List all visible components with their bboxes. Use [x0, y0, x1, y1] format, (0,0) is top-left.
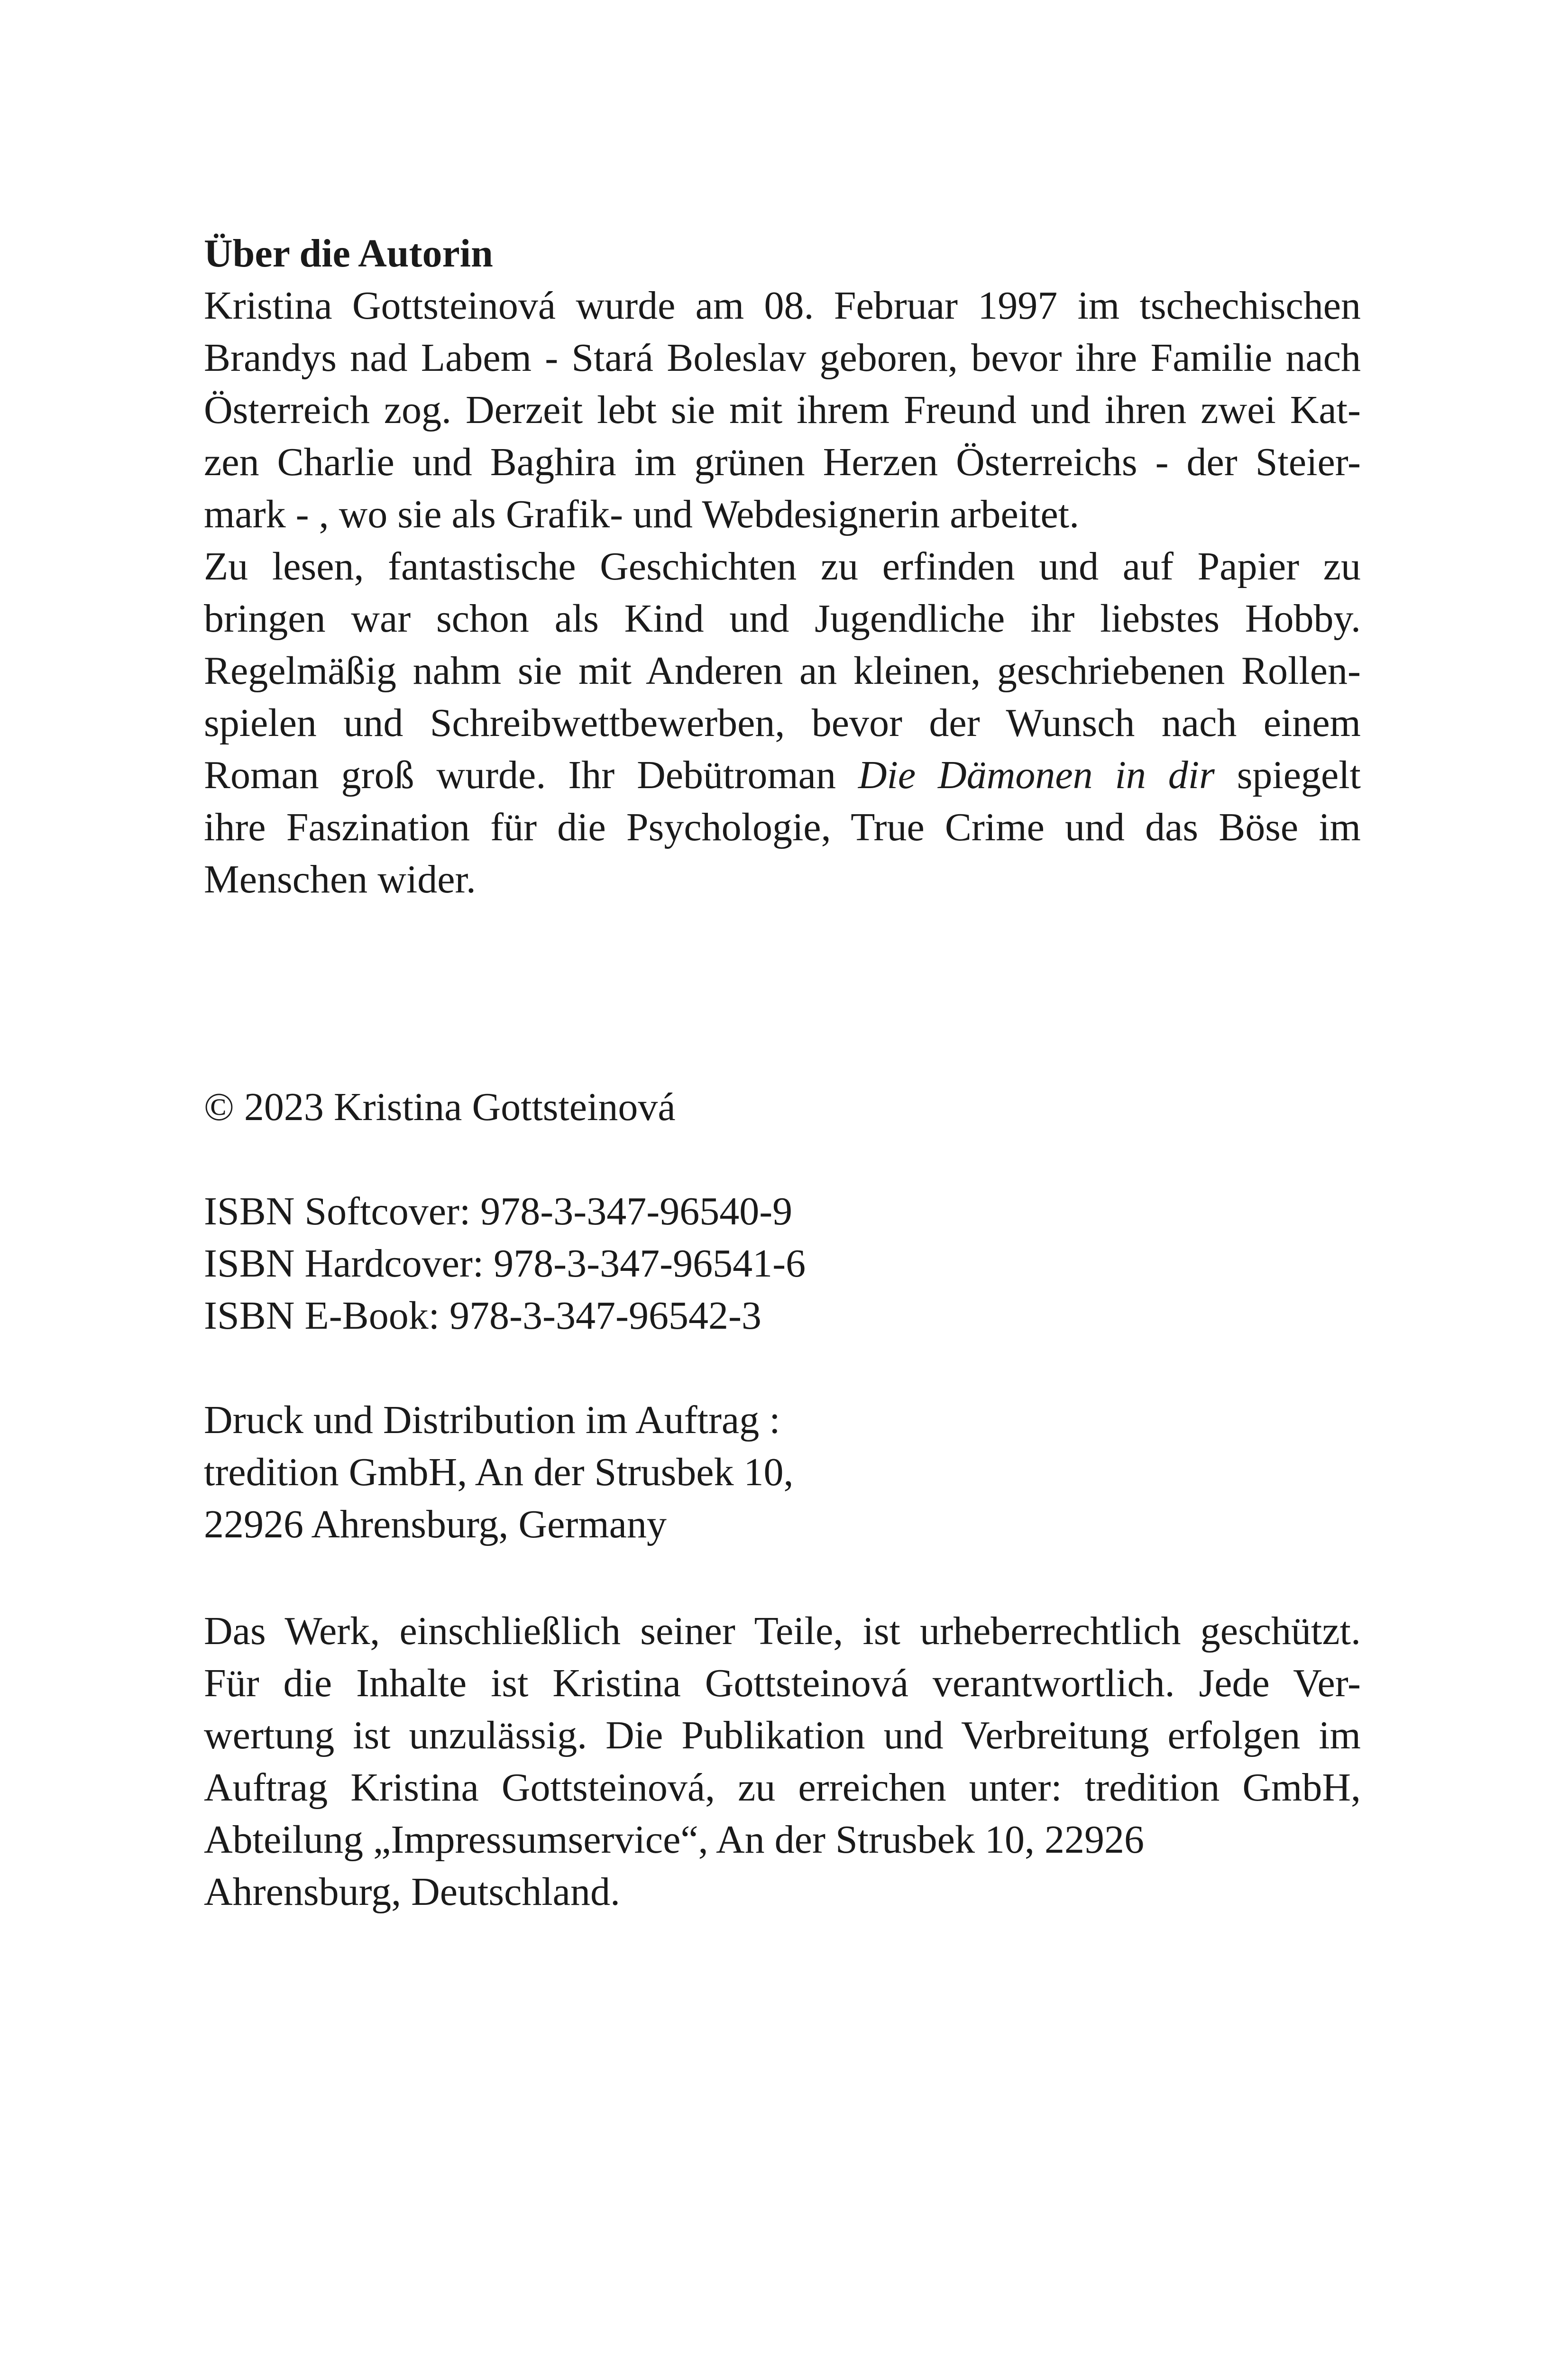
copyright-section	[204, 1081, 1361, 1133]
legal-notice-section	[204, 1605, 1361, 1918]
legal-line: wertung ist unzulässig. Die Publikation und Verbreitung erfolgen im	[204, 1713, 1361, 1757]
book-title: Die Dämonen in dir	[858, 753, 1215, 797]
legal-line: Ahrensburg, Deutschland.	[204, 1870, 620, 1914]
about-line: Brandys nad Labem - Stará Boleslav geboren, bevor ihre Familie nach	[204, 336, 1361, 380]
about-line: Österreich zog. Derzeit lebt sie mit ihrem Freund und ihren zwei Kat-	[204, 388, 1361, 432]
copyright-notice: © 2023 Kristina Gottsteinová	[204, 1085, 676, 1129]
about-line-with-title	[204, 749, 1361, 801]
isbn-hardcover: ISBN Hardcover: 978-3-347-96541-6	[204, 1241, 806, 1286]
about-author-section	[204, 228, 1361, 906]
distribution-line: Druck und Distribution im Auftrag :	[204, 1398, 780, 1442]
about-line-part: spiegelt	[1214, 753, 1361, 797]
about-line: ihre Faszination für die Psychologie, True Crime und das Böse im	[204, 805, 1361, 849]
about-line: Kristina Gottsteinová wurde am 08. Februar 1997 im tschechischen	[204, 284, 1361, 328]
about-line: Regelmäßig nahm sie mit Anderen an kleinen, geschriebenen Rollen-	[204, 649, 1361, 693]
about-line-part: Roman groß wurde. Ihr Debütroman	[204, 753, 858, 797]
legal-line: Das Werk, einschließlich seiner Teile, ist urheberrechtlich geschützt.	[204, 1609, 1361, 1653]
isbn-ebook: ISBN E-Book: 978-3-347-96542-3	[204, 1294, 761, 1338]
legal-line: Abteilung „Impressumservice“, An der Strusbek 10, 22926	[204, 1818, 1144, 1862]
about-line: Menschen wider.	[204, 857, 476, 901]
about-line: bringen war schon als Kind und Jugendliche ihr liebstes Hobby.	[204, 597, 1361, 641]
about-line: spielen und Schreibwettbewerben, bevor der Wunsch nach einem	[204, 701, 1361, 745]
isbn-softcover: ISBN Softcover: 978-3-347-96540-9	[204, 1189, 793, 1233]
about-author-heading: Über die Autorin	[204, 231, 493, 276]
distribution-line: tredition GmbH, An der Strusbek 10,	[204, 1450, 794, 1494]
about-line: Zu lesen, fantastische Geschichten zu erfinden und auf Papier zu	[204, 544, 1361, 588]
legal-line: Auftrag Kristina Gottsteinová, zu erreichen unter: tredition GmbH,	[204, 1765, 1361, 1810]
legal-line: Für die Inhalte ist Kristina Gottsteinová verantwortlich. Jede Ver-	[204, 1661, 1361, 1705]
distribution-line: 22926 Ahrensburg, Germany	[204, 1502, 667, 1546]
about-line: mark - , wo sie als Grafik- und Webdesignerin arbeitet.	[204, 492, 1080, 536]
about-line: zen Charlie und Baghira im grünen Herzen Österreichs - der Steier-	[204, 440, 1361, 484]
distribution-section	[204, 1394, 1361, 1551]
isbn-section	[204, 1186, 1361, 1342]
